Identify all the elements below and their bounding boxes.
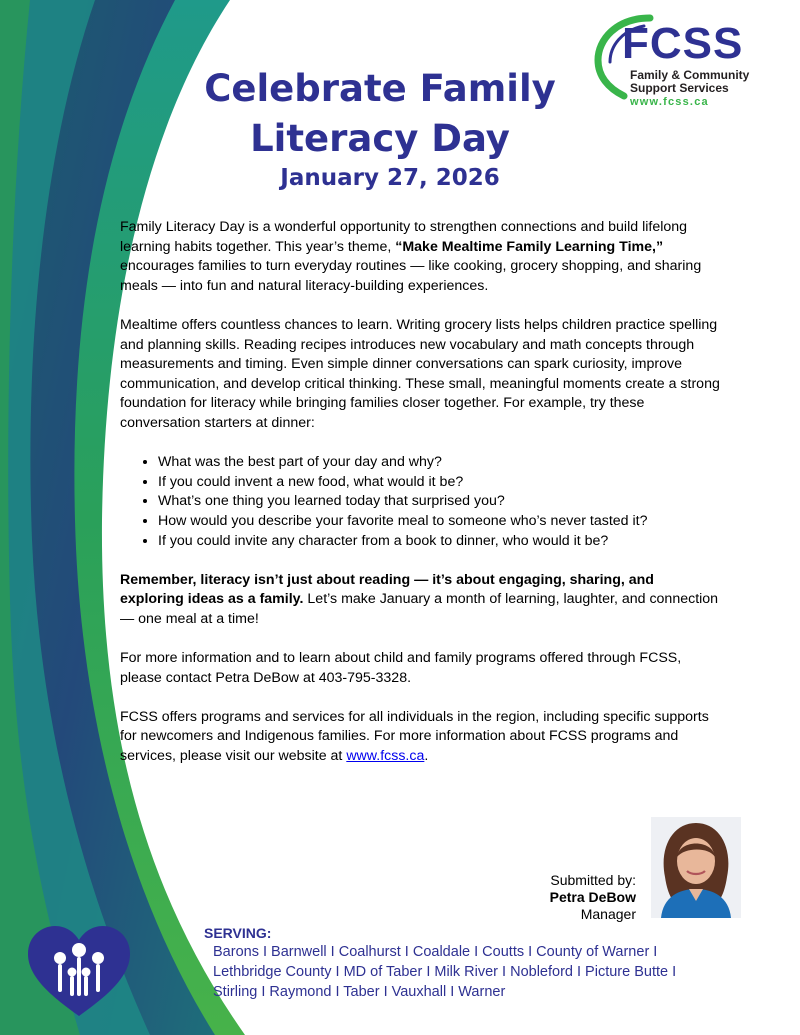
submitted-by <box>470 872 636 923</box>
paragraph-mealtime: Mealtime offers countless chances to learn. Writing grocery lists helps children practice spelling and planning skills. Reading recipes introduces new vocabulary and math concepts through measurements and timing. Even simple dinner conversations can spark curiosity, improve communication, and develop critical thinking. These small, meaningful moments create a strong foundation for literacy while bringing families closer together. For example, try these conversation starters at dinner: <box>120 316 720 431</box>
paragraph-intro: Family Literacy Day is a wonderful opportunity to strengthen connections and build lifelong learning habits together. This year’s theme, “Make Mealtime Family Learning Time,” encourages families to turn everyday routines — like cooking, grocery shopping, and sharing meals — into fun and natural literacy-building experiences. <box>120 219 702 294</box>
list-item: • How would you describe your favorite meal to someone who’s never tasted it? <box>158 512 720 532</box>
website-link[interactable]: www.fcss.ca <box>346 748 425 765</box>
paragraph-services: FCSS offers programs and services for all individuals in the region, including specific supports for newcomers and Indigenous families. For more information about FCSS programs and services, please visit our website at www.fcss.ca. <box>120 708 709 765</box>
article-body <box>120 218 720 786</box>
serving-heading: SERVING: <box>204 925 272 941</box>
list-item: • What’s one thing you learned today that surprised you? <box>158 492 720 512</box>
author-role: Manager <box>580 906 636 922</box>
author-photo <box>651 817 741 918</box>
logo-url: www.fcss.ca <box>630 96 709 108</box>
list-item: • If you could invite any character from a book to dinner, who would it be? <box>158 532 720 552</box>
serving-communities <box>213 942 693 1002</box>
person-portrait-icon <box>651 817 741 918</box>
list-item: • What was the best part of your day and why? <box>158 453 720 473</box>
family-heart-icon <box>24 920 134 1020</box>
logo-wordmark: FCSS <box>622 19 744 68</box>
submitted-label: Submitted by: <box>550 872 636 888</box>
logo-tagline-2: Support Services <box>630 81 729 95</box>
conversation-starters-list <box>120 453 720 551</box>
serving-line-3: Stirling I Raymond I Taber I Vauxhall I Warner <box>213 984 506 1000</box>
title-line-1: Celebrate Family <box>204 67 556 110</box>
event-date: January 27, 2026 <box>280 165 500 191</box>
serving-line-1: Barons I Barnwell I Coalhurst I Coaldale I Coutts I County of Warner I <box>213 944 658 960</box>
title-line-2: Literacy Day <box>250 117 510 160</box>
paragraph-contact: For more information and to learn about child and family programs offered through FCSS, please contact Petra DeBow at 403-795-3328. <box>120 650 682 686</box>
fcss-logo <box>592 12 757 110</box>
author-name: Petra DeBow <box>549 889 636 905</box>
paragraph-remember: Remember, literacy isn’t just about reading — it’s about engaging, sharing, and exploring ideas as a family. Let’s make January a month of learning, laughter, and connection — one meal at a time! <box>120 571 719 627</box>
page-title <box>150 64 610 164</box>
theme-text: “Make Mealtime Family Learning Time,” <box>395 238 664 255</box>
list-item: • If you could invent a new food, what would it be? <box>158 473 720 493</box>
serving-line-2: Lethbridge County I MD of Taber I Milk River I Nobleford I Picture Butte I <box>213 964 677 980</box>
logo-tagline-1: Family & Community <box>630 68 750 82</box>
